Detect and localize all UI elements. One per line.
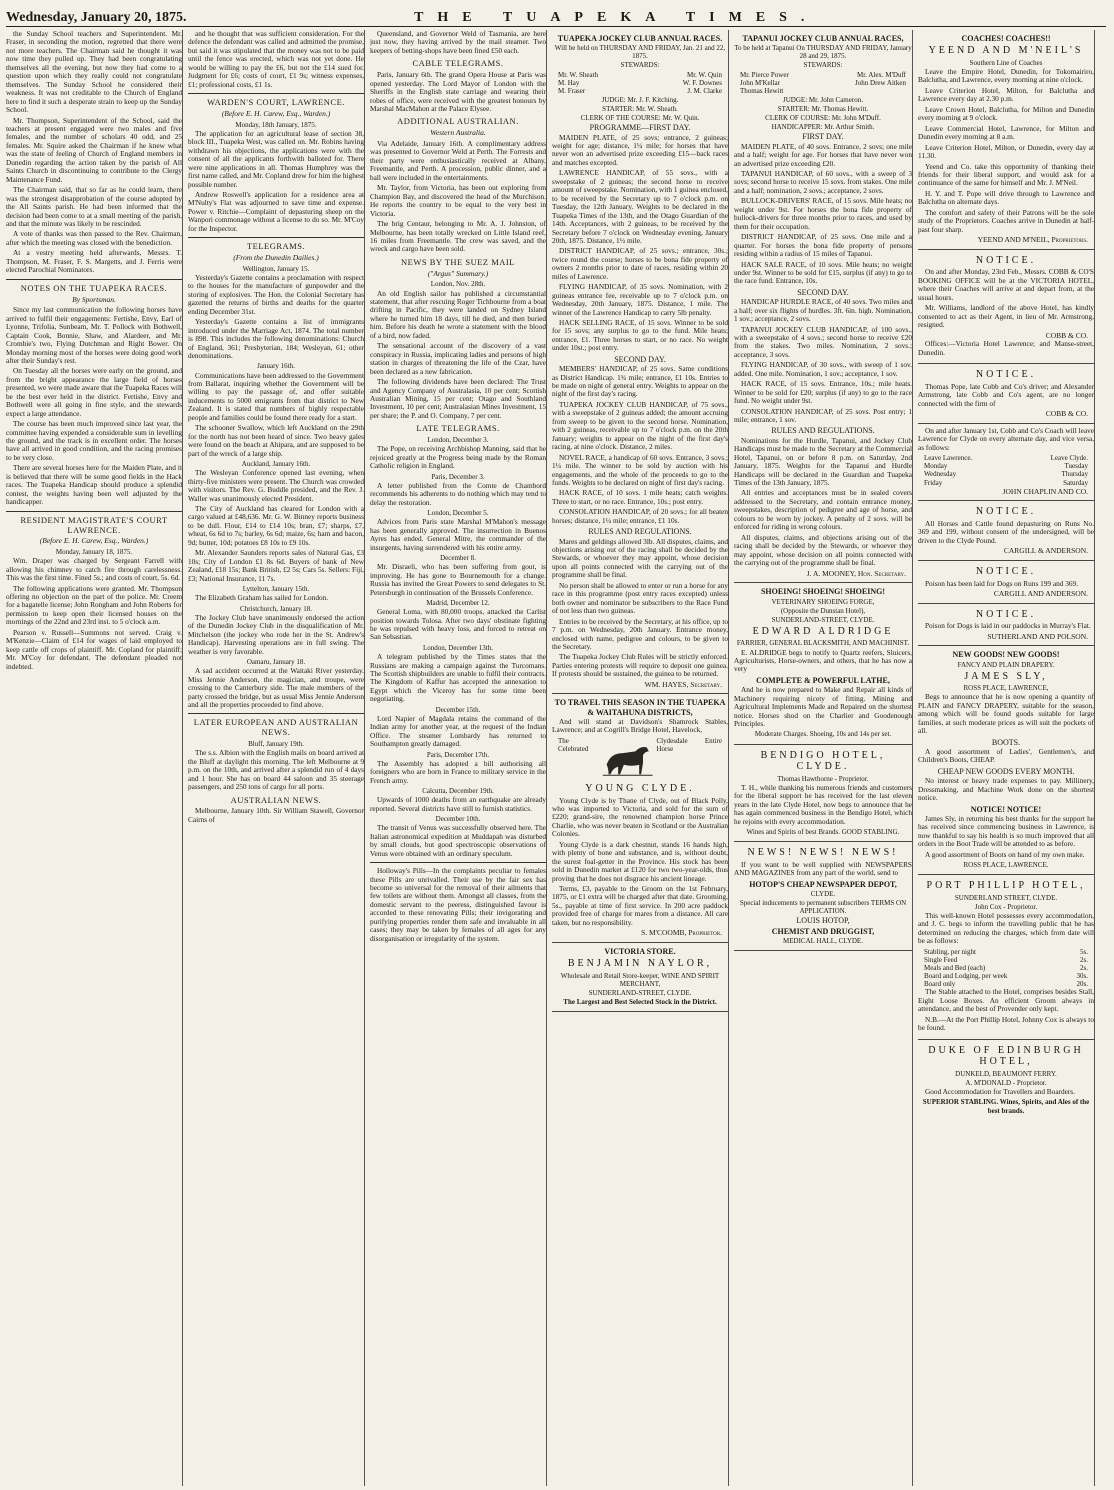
article-text: Melbourne, January 10th. Sir William Stawell, Governor Cairns of (188, 806, 364, 824)
race-entry: CONSOLATION HANDICAP, of 20 sovs.; for all beaten horses; distance, 1¼ mile; entrance, £1 10s. (552, 507, 728, 525)
advert-label: Clydesdale Entire Horse (656, 736, 722, 754)
article-heading: RESIDENT MAGISTRATE'S COURT LAWRENCE. (20, 514, 168, 535)
advert-text: E. ALDRIDGE begs to notify to Quartz reefers, Sluicers, Agriculturists, Horse-owners, and others, that he has now a very (734, 647, 912, 674)
advert-text: Young Clyde is by Thane of Clyde, out of Black Polly, who was imported to Victoria, and sold for the sum of £220; grand-sire, the renowned champion horse Prince Charlie, who was never beaten in Scotland or the Australian Colonies. (552, 795, 728, 839)
advert-heading: VICTORIA STORE. (604, 946, 676, 956)
rate-label: Meals and Bed (each) (924, 964, 986, 973)
article-text: The sensational account of the discovery of a vast conspiracy in Russia, implicating ladies and persons of high station in charges of threatening the life of the Czar, have been declared as a new fabrication. (370, 341, 546, 376)
race-entry: MAIDEN PLATE, of 40 sovs. Entrance, 2 sovs; one mile and a half; weight for age. For horses that have never won an advertised prize exceeding £20. (734, 141, 912, 168)
advert-text: Offices:—Victoria Hotel Lawrence; and Manse-street, Dunedin. (918, 339, 1094, 357)
advert-text: T. H., while thanking his numerous friends and customers for the liberal support he has received for the last eleven years in the late Clyde Hotel, now begs to announce that he has again commenced business in the Bendigo Hotel, which he rejoins with every accommodation. (734, 782, 912, 826)
article-text: A vote of thanks was then passed to the Rev. Chairman, after which the meeting was closed with the benediction. (6, 229, 182, 247)
advert-text: N.B.—At the Port Phillip Hotel, Johnny Cox is always to be found. (918, 1014, 1094, 1033)
clerk: CLERK OF COURSE: Mr. John M'Duff. (765, 114, 881, 123)
advert-text: Thomas Pope, late Cobb and Co's driver; and Alexander Armstrong, late Cobb and Co's agent, are no longer connected with the firm of (918, 381, 1094, 408)
dateline: December 15th. (435, 705, 481, 714)
subheading: (From the Dunedin Dailies.) (233, 253, 319, 263)
article-text: Paris, January 6th. The grand Opera House at Paris was opened yesterday. The Lord Mayor of London with the Sheriffs in the English state carriage and wearing their robes of office, were received with the greatest honours by Marshal MacMahon at the Palace Elysee. (370, 70, 546, 114)
article-heading: AUSTRALIAN NEWS. (230, 794, 322, 805)
advert-text: And he is now prepared to Make and Repair all kinds of Machinery requiring nicety of fitting. Mining and Agricultural Implements Made and Repaired on the shortest notice. Horses shod on the Charlier and Goodenough Principles. (734, 685, 912, 728)
byline: By Sportsman. (72, 294, 116, 304)
article-text: The brig Centaur, belonging to Mr. A. J. Johnston, of Melbourne, has been totally wrecked on Little Island reef, 16 miles from Freemantle. The crew was saved, and the wreck and cargo have been sold. (370, 219, 546, 254)
advert-text: Leave Criterion Hotel, Milton, or Dunedin, every day at 11.30. (918, 142, 1094, 161)
advert-tagline: Moderate Charges. Shoeing, 10s and 14s per set. (754, 730, 892, 739)
advert-notice-pope (918, 364, 1094, 424)
race-entry: FLYING HANDICAP, of 35 sovs. Nomination, with 2 guineas entrance fee, receivable up to 7 o'clock p.m. on Wednesday, 20th January, 1875. Distance, 1 mile. The winner of the Lawrence Handicap to carry 5lb penalty. (552, 282, 728, 317)
race-entry: CONSOLATION HANDICAP, of 25 sovs. Post entry; 1 mile; entrance, 1 sov. (734, 406, 912, 425)
horse-icon (599, 739, 656, 779)
masthead (6, 4, 1106, 27)
steward-name: Thomas Hewitt (740, 86, 784, 95)
article-heading: ADDITIONAL AUSTRALIAN. (397, 116, 519, 127)
advert-bendigo-hotel (734, 745, 912, 843)
article-heading: WARDEN'S COURT, LAWRENCE. (207, 97, 345, 108)
advert-text: James Sly, in returning his best thanks for the support he has received since commencing business in Lawrence, is now thankful to say his health is so much improved that all orders in the Boot Trade will be attended to as before. (918, 813, 1094, 849)
rule-text: All entries and acceptances must be in sealed covers addressed to the Secretary, and contain entrance money, sweepstakes, description of pedigree and age of horse, and colours to be worn by jockey. A penalty of 2 sovs. will be enforced for riding in wrong colours. (734, 488, 912, 532)
advertiser-address: SUNDERLAND-STREET, CLYDE. (588, 989, 692, 998)
advert-heading: BENDIGO HOTEL, CLYDE. (760, 749, 886, 773)
issue-date: Wednesday, January 20, 1875. (6, 10, 187, 25)
steward-name: M. Hay (558, 78, 580, 87)
signature: COBB & CO. (1045, 330, 1088, 340)
advert-text: On and after January 1st, Cobb and Co's Coach will leave Lawrence for Clyde on every alternate day, and vice versa, as follows: (918, 425, 1094, 452)
handicapper: HANDICAPPER: Mr. Arthur Smith. (771, 123, 875, 132)
advert-james-sly (918, 646, 1094, 875)
advert-duke-of-edinburgh (918, 1040, 1094, 1120)
dateline: Monday, 18th January, 1875. (235, 120, 317, 129)
advertiser-name: JAMES SLY, (964, 670, 1048, 682)
article-text: Communications have been addressed to the Government from Ballarat, inquiring whether the Government will be willing to pay the passage of, and offer suitable inducements to 5000 emigrants from that district to New Zealand. It is stated that numbers of highly respectable people and families could be found there ready for a start. (188, 370, 364, 422)
rule-text: Nominations for the Hurdle, Tapanui, and Jockey Club Handicaps must be made to the Secretary at the Commercial Hotel, Tapanui, on or before 8 p.m. on Saturday, 2nd January, 1875. Weights for the Tapanui and Hurdle Handicaps will be declared in the Guardian and Tuapeka Times of the 13th January, 1875. (734, 435, 912, 488)
signature: CARGILL & ANDERSON. (1003, 546, 1088, 556)
article-heading: LATE TELEGRAMS. (416, 423, 500, 434)
dateline: Auckland, January 16th. (241, 460, 311, 469)
advert-tagline: Wines and Spirits of best Brands. GOOD STABLING. (746, 828, 900, 837)
advert-text: Poison has been laid for Dogs on Runs 199 and 369. (925, 578, 1079, 588)
article-text: On Tuesday all the horses were early on the ground, and from the bright appearance the large field of horses presented, we were made aware that the Tuapeka Races will be the best ever held in the district. Fertishe, Envy and Bothwell were all going in fine style, and the stewards expect a large attendance. (6, 366, 182, 418)
starter: STARTER: Mr. W. Sheath. (602, 105, 678, 114)
advert-feature: COMPLETE & POWERFUL LATHE, (756, 675, 890, 685)
signature: CARGILL AND ANDERSON. (993, 588, 1088, 598)
programme-heading: SECOND DAY. (797, 287, 849, 297)
steward-name: Mr. Pierce Power (740, 70, 789, 79)
advert-subheading: (Opposite the Dunstan Hotel), (780, 606, 866, 615)
advert-subheading: Will be held on THURSDAY AND FRIDAY, Jan. 21 and 22, 1875. (554, 44, 726, 61)
rule-text: Mares and geldings allowed 3lb. All disputes, claims, and objections arising out of the racing shall be decided by the Stewards, or whoever they may appoint, whose decision upon all points connected with the carrying out of the programme shall be final. (552, 536, 728, 580)
advert-notice-poison (918, 561, 1094, 604)
advert-label: The Celebrated (558, 736, 589, 754)
advert-heading: PORT PHILLIP HOTEL, (926, 880, 1086, 892)
article-heading: TELEGRAMS. (246, 241, 306, 252)
notice-heading: NOTICE. (975, 369, 1037, 381)
advertiser-address: SUNDERLAND STREET, CLYDE. (954, 893, 1058, 902)
article-text: The following dividends have been declared: The Trust and Agency Company of Australasia, 10 per cent; Scottish Australian Mining, 15 per cent; Otago and Southland Investment, 10 per cent; Australasian Mines Investment, 15 per share; the P. and O. Company, 7 per cent. (370, 377, 546, 420)
race-entry: NOVEL RACE, a handicap of 60 sovs. Entrance, 3 sovs.; 1¼ mile. The winner to be sold by auction with his engagements, and the whole of the proceeds to go to the funds. Weights to be declared on night of first day's racing. (552, 452, 728, 487)
divider (188, 93, 364, 94)
advert-text: Leave Commercial Hotel, Lawrence, for Milton and Dunedin every morning at 8 a.m. (918, 123, 1094, 142)
rate-value: 20s. (1076, 980, 1088, 989)
article-text: Mr. Disraeli, who has been suffering from gout, is improving. He has gone to Bournemouth for a change. Russia has invited the Great Powers to send delegates to St. Petersburgh in continuation of the Brussels Conference. (370, 562, 546, 597)
article-text: A letter published from the Comte de Chambord recommends his adherents to do nothing which may tend to delay the restoration. (370, 480, 546, 507)
race-entry: HANDICAP HURDLE RACE, of 40 sovs. Two miles and a half; over six flights of hurdles. 3ft. 6in. high. Nomination, 1 sov.; acceptance, 2 sovs. (734, 297, 912, 324)
schedule-cell: Thursday (1061, 470, 1088, 479)
article-text: A telegram published by the Times states that the Russians are making a campaign against the Turcomans. The Scottish shipbuilders are unable to fulfil their contracts. The Kingdom of Kaffur has accepted the annexation to Egypt which the Viceroy has for some time been negotiating. (370, 652, 546, 704)
dateline: Paris, December 17th. (426, 750, 490, 759)
advert-text: No interest or heavy trade expenses to pay. Millinery, Dressmaking, and Machine Work done on the shortest notice. (918, 776, 1094, 803)
advert-notice-cobb (918, 250, 1094, 364)
advertiser-name: HOTOP'S CHEAP NEWSPAPER DEPOT, (749, 879, 897, 889)
article-text: The following applications were granted. Mr. Thompson offering no objection on the part of the police. Mr. Creem for a bagatelle license; John Rongham and John Roberts for permission to keep open their licensed houses on the mornings of the 22nd and 23rd inst. to 5 o'clock a.m. (6, 583, 182, 627)
signature: YEEND AND M'NEIL, Proprietors. (977, 235, 1088, 245)
steward-name: M. Fraser (558, 86, 586, 95)
advert-notice-horses (918, 501, 1094, 561)
rate-label: Board only (924, 980, 956, 989)
advertisement-text: Holloway's Pills—In the complaints peculiar to females these Pills are unrivalled. Their use by the fair sex has become so universal for the removal of their ailments that few toilets are without them. Amongst all classes, from the domestic servant to the peeress, distinguished favour is accorded to these renovating Pills; their invigorating and purifying properties render them safe and invaluable in all cases; they may be taken by females of all ages for any disorganisation or irregularity of the system. (370, 866, 546, 943)
advert-newspaper-depot (734, 842, 912, 951)
column-4 (552, 30, 729, 1486)
race-entry: HACK SALE RACE, of 10 sovs. Mile heats; no weight under 9st. Winner to be sold for £15, surplus (if any) to go to the race fund. Entrance, 10s. (734, 259, 912, 286)
advert-tagline: Special inducements to permanent subscribers TERMS ON APPLICATION. (739, 899, 907, 916)
advert-heading: TO TRAVEL THIS SEASON IN THE TUAPEKA & WAITAHUNA DISTRICTS, (554, 698, 726, 717)
dateline: Lyttelton, January 15th. (242, 585, 310, 594)
article-heading: NOTES ON THE TUAPEKA RACES. (20, 282, 168, 293)
signature: WM. HAYES, Secretary. (644, 679, 722, 689)
advert-tapanui-jockey-club (734, 30, 912, 583)
advert-heading: COACHES! COACHES!! (961, 34, 1051, 43)
divider (370, 862, 546, 863)
advert-text: Leave Crown Hotel, Balclutha, for Milton and Dunedin every morning at 9 o'clock. (918, 104, 1094, 123)
divider (6, 279, 182, 280)
advert-tagline: The Largest and Best Selected Stock in the District. (563, 998, 717, 1007)
race-entry: HACK RACE, of 10 sovs. 1 mile heats; catch weights. Three to start, or no race. Entrance, 10s.; post entry. (552, 488, 728, 506)
dateline: Monday, January 18, 1875. (55, 548, 133, 557)
advertiser-address: MEDICAL HALL, CLYDE. (783, 936, 863, 945)
advert-text: And will stand at Davidson's Shamrock Stables, Lawrence; and at Cogrill's Bridge Hotel, Havelock, (552, 717, 728, 735)
advert-victoria-store (552, 943, 728, 1012)
rules-heading: RULES AND REGULATIONS. (588, 527, 692, 537)
article-text: The Pope, on receiving Archbishop Manning, said that he rejoiced greatly at the Progress being made by the Roman Catholic religion in England. (370, 444, 546, 471)
rate-value: 2s. (1080, 964, 1088, 973)
article-text: The Jockey Club have unanimously endorsed the action of the Dunedin Jockey Club in the disqualification of Mr. Mitchelson (the jockey who rode her in the St. Andrew's Handicap). Harvesting operations are in full swing. The weather is very favorable. (188, 612, 364, 656)
advert-text: A good assortment of Boots on hand of my own make. (925, 849, 1085, 859)
race-entry: BULLOCK-DRIVERS' RACE, of 15 sovs. Mile heats; no weight under 9st. For horses the bona fide property of bullock-drivers for three months prior to races, and used by them for their occupation. (734, 196, 912, 231)
starter: STARTER: Mr. Thomas Hewitt. (777, 105, 869, 114)
steward-name: Mr. W. Quin (686, 70, 722, 79)
race-entry: TUAPEKA JOCKEY CLUB HANDICAP, of 75 sovs., with a sweepstake of 2 guineas added; the amount accruing from sweep to be given to the second horse. Nomination, with 2 guineas, receivable up to 7 o'clock p.m. on the 20th January; weights to appear on the night of the first day's racing, at nine o'clock. Distance, 2 miles. (552, 399, 728, 452)
schedule-cell: Leave Lawrence. (924, 454, 973, 463)
advert-text: Good Accommodation for Travellers and Boarders. (925, 1087, 1075, 1097)
advert-text: Leave the Empire Hotel, Dunedin, for Tokomairiro, Balclutha, and Lawrence, every morning at nine o'clock. (918, 66, 1094, 85)
paper-name: THE TUAPEKA TIMES. (414, 10, 819, 25)
advertiser-name: YEEND AND M'NEIL'S (928, 45, 1084, 57)
rule-text: The Tuapeka Jockey Club Rules will be strictly enforced. Parties entering protests will require to deposit one guinea. If protests should be sustained, the guinea to be returned. (552, 652, 728, 679)
programme-heading: SECOND DAY. (614, 354, 666, 364)
advert-text: The comfort and safety of their Patrons will be the sole study of the Proprietors. Coaches arrive in Dunedin at half-past four sharp. (918, 207, 1094, 234)
article-text: The s.s. Albion with the English mails on board arrived at the Bluff at daylight this morning. The left Melbourne at 9 p.m. on the 10th, and arrived after a splendid run of 4 days and 1 hour. She has on board 44 saloon and 35 steerage passengers, and 250 tons of cargo for all ports. (188, 748, 364, 792)
article-text: At a vestry meeting held afterwards, Messrs. T. Thompson, M. Fraser, F. S. Margetts, and J. Ferris were elected Parochial Nominators. (6, 248, 182, 275)
steward-name: W. F. Downes (682, 78, 722, 87)
advertiser-name: LOUIS HOTOP, (796, 916, 850, 926)
column-3 (370, 30, 547, 1486)
advert-subheading: BOOTS. (991, 737, 1021, 747)
advertiser-address: SUNDERLAND-STREET, CLYDE. (771, 615, 875, 624)
article-text: Mr. Alexander Saunders reports sales of Natural Gas, £3 10s; City of London £1 8s 6d. Buyers of bank of New Zealand, £18 15s; Bank British, £2 5s; Cars 5s. Sellers: Fiji, £3; National Insurance, 11 7s. (188, 548, 364, 583)
dateline: Wellington, January 15. (242, 264, 310, 273)
advert-text: Poison for Dogs is laid in our paddocks in Murray's Flat. (925, 621, 1091, 631)
article-heading: NEWS BY THE SUEZ MAIL (401, 256, 515, 267)
judge: JUDGE: Mr. J. F. Kitching. (601, 95, 679, 104)
proprietor: Thomas Hawthorne - Proprietor. (777, 774, 869, 783)
article-text: The Assembly has adopted a bill authorising all foreigners who are born in France to military service in the French army. (370, 758, 546, 785)
schedule-cell: Saturday (1063, 478, 1088, 487)
article-text: Since my last communication the following horses have arrived to fulfil their engagements: Fertishe, Envy, Earl of Lyonne, Trifolia, Sunbeam, Mr. T. Pollock with Bothwell, Captain Cook, Bonnie, Shaw, and Alardeer, and Mr. Crombie's two, Flying Dutchman and Right Bower. On Monday morning most of the horses were doing good work after their Sunday's rest. (6, 305, 182, 365)
advert-heading: TAPANUI JOCKEY CLUB ANNUAL RACES, (742, 34, 904, 43)
advert-text: Begs to announce that he is now opening a quantity of PLAIN and FANCY DRAPERY, suitable for the season, among which will be found goods suitable for large families, at such moderate prices as will suit the pockets of all. (918, 692, 1094, 736)
advert-subheading: To be held at Tapanui On THURSDAY AND FRIDAY, January 28 and 29, 1875. (734, 44, 912, 61)
advert-text: On and after Monday, 23rd Feb., Messrs. COBB & CO'S BOOKING OFFICE will be at the VICTORIA HOTEL, where their Coaches will arrive at and depart from, at the usual hours. (918, 267, 1094, 302)
article-text: A sad accident occurred at the Waitaki River yesterday. Miss Jennie Anderson, the magician, and troupe, were crossing to the Canterbury side. The male members of the party crossed the bridge, but as usual Miss Jennie Anderson and all the properties proceeded to find above. (188, 666, 364, 709)
dateline: London, Nov. 28th. (430, 280, 486, 289)
advertiser-trade: CHEMIST AND DRUGGIST, (771, 926, 875, 936)
notice-heading: NOTICE. (975, 254, 1037, 266)
advert-young-clyde (552, 694, 728, 943)
article-text: Advices from Paris state Marshal M'Mahon's message has been generally approved. The insurrection in Buenos Ayres has ended. General Mitre, the commander of the insurgents, having surrendered with his entire army. (370, 517, 546, 552)
advert-text: If you want to be well supplied with NEWSPAPERS AND MAGAZINES from any part of the world, send to (734, 859, 912, 878)
horse-name: YOUNG CLYDE. (585, 782, 695, 794)
race-entry: HACK RACE, of 15 sovs. Entrance, 10s.; mile heats. Winner to be sold for £20; surplus (if any) to go to the race fund. No weight under 9st. (734, 379, 912, 406)
advert-text: This well-known Hotel possesses every accommodation, and J. C. begs to inform the travelling public that he has determined on reducing the charges, which from date will be as follows: (918, 911, 1094, 946)
race-entry: TAPANUI JOCKEY CLUB HANDICAP, of 100 sovs., with a sweepstake of 4 sovs.; second horse to receive £20 from the stakes. Two miles. Nomination, 2 sovs.; acceptance, 3 sovs. (734, 324, 912, 359)
race-entry: HACK SELLING RACE, of 15 sovs. Winner to be sold for 15 sovs; any surplus to go to the fund. Mile heats; entrance, £1. Three horses to start, or no race. No weight under 10st.; post entry. (552, 318, 728, 353)
advert-tuapeka-jockey-club (552, 30, 728, 694)
steward-name: John M'Kellar (740, 78, 780, 87)
advert-shoeing-forge (734, 583, 912, 744)
advert-text: Mr. Williams, landlord of the above Hotel, has kindly consented to act as their Agent, in lieu of Mr. Armstrong, resigned. (918, 303, 1094, 330)
article-text: The Elizabeth Graham has sailed for London. (195, 593, 329, 603)
advert-port-phillip-hotel (918, 875, 1094, 1039)
advert-heading: SHOEING! SHOEING! SHOEING! (760, 587, 886, 597)
schedule-cell: Wednesday (924, 470, 957, 479)
race-entry: MEMBERS' HANDICAP, of 25 sovs. Same conditions as District Handicap. 1¾ mile; entrance, £1 10s. Entries to be made on night of general entry. Weights to appear on the night of the first day's racing. (552, 364, 728, 399)
article-text: Mr. Thompson, Superintendent of the School, said the teachers at present engaged were two males and five females, and the number of scholars 40 odd, and 25 females. Mr. Squire asked the Chairman if he knew what was the state of feeling of Church of England members in Dunedin regarding the action taken by the parish of All Saints Church in discontinuing to contribute to the Clergy Maintenance Fund. (6, 115, 182, 184)
dateline: London, December 5. (427, 509, 489, 518)
rate-value: 5s. (1080, 947, 1088, 956)
advert-subheading: CHEAP NEW GOODS EVERY MONTH. (937, 766, 1075, 776)
rate-value: 30s. (1076, 972, 1088, 981)
article-text: An old English sailor has published a circumstantial statement, that after rescuing Roger Tichbourne from a boat drifting in Pacific, they were landed on Sydney Island where he turned him 18 days, till he died, and then buried him. Before his death he wrote a statement with the blood of a bird, now faded. (370, 288, 546, 340)
judge: JUDGE: Mr. John Cameron. (783, 95, 863, 104)
article-text: The schooner Swallow, which left Auckland on the 29th for the north has not been heard of since. Two heavy gales were found on the beach at Ahipara, and are supposed to be part of the wreck of a large ship. (188, 423, 364, 458)
advert-heading: DUKE OF EDINBURGH HOTEL, (928, 1044, 1084, 1068)
article-heading: LATER EUROPEAN AND AUSTRALIAN NEWS. (193, 717, 359, 738)
subheading: (Before E. H. Carew, Esq., Warden.) (39, 536, 149, 546)
programme-heading: FIRST DAY. (802, 132, 844, 142)
rule-text: Entries to be received by the Secretary, at his office, up to 7 p.m. on Wednesday, 20th January. Entrance money, enclosed with name, pedigree and colours, to be given to the Secretary. (552, 616, 728, 651)
dateline: January 16th. (257, 362, 295, 371)
dateline: Madrid, December 12. (426, 599, 490, 608)
advertiser-address: DUNKELD, BEAUMONT FERRY. (955, 1069, 1057, 1078)
advert-coach-schedule (918, 424, 1094, 501)
dateline: London, December 3. (427, 436, 489, 445)
proprietor: A. M'DONALD - Proprietor. (965, 1078, 1047, 1087)
column-6 (918, 30, 1095, 1486)
signature: J. A. MOONEY, Hon. Secretary. (806, 568, 906, 578)
article-text: Yesterday's Gazette contains a proclamation with respect to the houses for the manufacture of gunpowder and the storing of explosives. The Hon. the Colonial Secretary has gazetted the returns of births and deaths for the quarter ending December 31st. (188, 272, 364, 316)
advertiser-name: EDWARD ALDRIDGE (752, 625, 894, 637)
schedule-cell: Leave Clyde. (1050, 454, 1088, 463)
article-text: The transit of Venus was successfully observed here. The Italian astronomical expedition at Muddapah was disturbed by small clouds, but good spectroscopic observations of Venus were obtained with an ordinary speculum. (370, 823, 546, 858)
subheading: ("Argus" Summary.) (427, 268, 489, 278)
advertiser-name: BENJAMIN NAYLOR, (567, 958, 713, 970)
dateline: Christchurch, January 18. (240, 604, 312, 613)
rate-label: Board and Lodging, per week (924, 972, 1008, 981)
advertiser-trade: FARRIER, GENERAL BLACKSMITH, AND MACHINIST. (736, 639, 910, 648)
advert-subheading: VETERINARY SHOEING FORGE, (771, 597, 875, 606)
advert-heading: NEW GOODS! NEW GOODS! (952, 650, 1060, 660)
advert-text: Yeend and Co. take this opportunity of thanking their friends for their liberal support, and would ask for a continuance of the same for himself and Mr. J. M'Neil. (918, 161, 1094, 188)
schedule-cell: Tuesday (1064, 462, 1088, 471)
article-text: General Loma, with 80,000 troops, attacked the Carlist position towards Tolosa. After two days' obstinate fighting he was repulsed with heavy loss, and forced to retreat on San Sebastian. (370, 607, 546, 642)
race-entry: DISTRICT HANDICAP, of 25 sovs.; entrance, 30s.; twice round the course; horses to be bona fide property of owners 2 months prior to date of races, residing within 20 miles of Lawrence. (552, 246, 728, 281)
article-text: The City of Auckland has cleared for London with a cargo valued at £48,636. Mr. G. W. Binney reports business to be dull. Flour, £14 to £14 10s; bran, £7; sharps, £7, wheat, 6s 6d to 7s; barley, 6s 6d; maize, 6s; ham and bacon, 9d; butter, 10d; potatoes £8 10s to £9 10s. (188, 504, 364, 547)
advertiser-address: ROSS PLACE, LAWRENCE, (963, 684, 1049, 693)
subheading: (Before E. H. Carew, Esq., Warden.) (221, 109, 331, 119)
subheading: Western Australia. (430, 128, 486, 138)
divider (188, 713, 364, 714)
advert-text: The Stable attached to the Hotel, comprises besides Stall, Eight Loose Boxes. An efficient Groom always in attendance, and the best of Provender only kept. (918, 987, 1094, 1014)
article-text: and he thought that was sufficient consideration. For the defence the defendant was called and admitted the promise, but said it was stipulated that the money was not to be paid until the fence was erected, which was not yet done. He would be willing to pay the £6, but not the £14 sued for. Judgment for £6; costs of court, £1 9s; witness expenses, £1; professional costs, £1 1s. (188, 30, 364, 89)
race-entry: DISTRICT HANDICAP, of 25 sovs. One mile and a quarter. For horses the bona fide property of persons residing within a radius of 15 miles of Tapanui. (734, 232, 912, 259)
article-text: Lord Napier of Magdala retains the command of the Indian army for another year, at the request of the Indian Office. The steamer Lombardy has returned to Southampton greatly damaged. (370, 713, 546, 749)
rate-label: Single Feed (924, 955, 958, 964)
article-text: There are several horses here for the Maiden Plate, and it is believed that there will be some good fields in the Hack races. The Tuapeka Handicap should produce a splendid contest, the weights having been well adjusted by the handicapper. (6, 463, 182, 507)
race-entry: LAWRENCE HANDICAP, of 55 sovs., with a sweepstake of 2 guineas; the second horse to receive amount of sweepstake. Nomination, with 1 guinea enclosed, to be received by the Secretary up to 7 o'clock p.m. on Tuesday, the 12th January. Weights to be declared in the Tuapeka Times of the 13th, and the Otago Guardian of the 14th. Acceptances, with 2 guineas, to be received by the Secretary before 7 o'clock on Wednesday evening, January 20th, 1875. Distance, 1½ mile. (552, 168, 728, 245)
advert-notice-poison-2 (918, 604, 1094, 647)
signature: JOHN CHAPLIN AND CO. (1002, 486, 1088, 496)
advert-text: A good assortment of Ladies', Gentlemen's, and Children's Boots, CHEAP. (918, 747, 1094, 765)
article-text: Queensland, and Governor Weld of Tasmania, are here just now, they having arrived by the mail steamer. Two keepers of betting-shops have been fined £50 each. (370, 30, 546, 55)
advert-subheading: NOTICE! NOTICE! (970, 804, 1042, 814)
advert-subheading: Southern Line of Coaches (969, 58, 1043, 67)
column-5 (734, 30, 913, 1486)
rule-text: All disputes, claims, and objections arising out of the racing shall be decided by the Stewards, or whoever they may appoint, whose decision on all points connected with the carrying out of the programme shall be final. (734, 532, 912, 568)
proprietor: John Cox - Proprietor. (974, 902, 1038, 911)
steward-name: J. M. Clarke (687, 86, 722, 95)
article-text: Mr. Taylor, from Victoria, has been out exploring from Champion Bay, and discovered the head of the Murchison. He reports the country to be equal to the very best in Victoria. (370, 183, 546, 218)
rule-text: No person shall be allowed to enter or run a horse for any race in this programme (post entry races excepted) unless both owner and nominator be subscribers to the Race Fund of not less than two guineas. (552, 580, 728, 616)
stewards-label: STEWARDS: (803, 61, 843, 70)
article-text: the Sunday School teachers and Superintendent. Mr. Fraser, in seconding the motion, regretted that there were not more teachers. The Chairman said he thought it was now time they pulled up. They had been congratulating themselves all the evening, but now they had come to a question upon which they really could not congratulate themselves. The Sunday School he considered their weakness. It was not creditable to the Church of England here to find it such a desperate strain to keep up the Sunday School. (6, 30, 182, 115)
dateline: Bluff, January 19th. (248, 740, 304, 749)
divider (6, 511, 182, 512)
race-entry: TAPANUI HANDICAP, of 60 sovs., with a sweep of 3 sovs; second horse to receive 15 sovs. from stakes. One mile and a half; nomination, 2 sovs.; acceptance, 2 sovs. (734, 168, 912, 195)
article-text: The application for an agricultural lease of section 38, block III., Tuapeka West, was called on. Mr. Robins having withdrawn his objections, the applications were with the consent of all the applicants forthwith balloted for. There were nine applications in all. Thomas Humphrey was the first name called, and Mr. Copland drew for him the highest possible number. (188, 128, 364, 189)
article-text: Via Adelaide, January 16th. A complimentary address was presented to Governor Weld at Perth. The Forrests and their party were enthusiastically received at Albany, Freemantle, and Perth. A procession, public dinner, and a ball were included in the entertainments. (370, 139, 546, 182)
advert-text: H. Y. and T. Pope will drive through to Lawrence and Balclutha on alternate days. (918, 188, 1094, 207)
clerk: CLERK OF THE COURSE: Mr. W. Quin. (580, 114, 700, 123)
advert-coaches (918, 30, 1094, 250)
article-text: Andrew Roswell's application for a residence area at M'Nulty's Flat was adjourned to save time and expense. Power v. Ritchie—Complaint of depasturing sheep on the Wanpori commonage without a license to do so. Mr. M'Coy for the Inspector. (188, 190, 364, 233)
schedule-cell: Monday (924, 462, 948, 471)
advert-text: All Horses and Cattle found depasturing on Runs No. 369 and 199, without consent of the undersigned, will be driven to the Clyde Pound. (918, 518, 1094, 545)
advert-text: Terms, £3, payable to the Groom on the 1st February, 1875, or £1 extra will be charged after that date. Grooming, 5s., payable at time of first service. In 200 acre paddock provided free of charge for mares from a distance. All care taken, but no responsibility. (552, 884, 728, 927)
column-2 (188, 30, 365, 1486)
notice-heading: NOTICE. (975, 608, 1037, 620)
notice-heading: NOTICE. (975, 565, 1037, 577)
article-text: The course has been much improved since last year, the committee having expended a considerable sum in levelling the ground, and the track is in excellent order. The horses have all arrived in good condition, and the racing promises to be very close. (6, 419, 182, 462)
dateline: London, December 13th. (423, 643, 493, 652)
schedule-cell: Friday (924, 478, 943, 487)
article-text: Yesterday's Gazette contains a list of immigrants introduced under the Marriage Act, 1874. The total number is 898. This includes the following denominations: Church of England, 361; Presbyterian, 184; Wesleyan, 61; other denominations. (188, 317, 364, 360)
article-text: Pearson v. Russell—Summons not served. Craig v. M'Kenzie—Claim of £14 for wages of laid employed to keep cattle off crops of plaintiff. Mr. Copland for plaintiff; Mr. M'Coy for defendant. The defendant pleaded not indebted. (6, 627, 182, 671)
article-text: Upwards of 1000 deaths from an earthquake are already reported. Several districts have still to furnish statistics. (370, 795, 546, 813)
advertiser-address: CLYDE. (810, 889, 836, 898)
column-1 (6, 30, 183, 1486)
programme-heading: PROGRAMME—FIRST DAY. (589, 123, 691, 133)
dateline: Paris, December 3. (431, 472, 485, 481)
rate-value: 2s. (1080, 955, 1088, 964)
advert-heading: NEWS! NEWS! NEWS! (747, 847, 899, 859)
steward-name: Mr. Alex. M'Duff (857, 70, 906, 79)
signature: COBB & CO. (1045, 409, 1088, 419)
dateline: Calcutta, December 19th. (422, 787, 494, 796)
advert-text: Young Clyde is a dark chestnut, stands 16 hands high, with plenty of bone and substance, and is, without doubt, the surest foal-getter in the Province. His stock has been sold in Dunedin market at £120 for two two-year-olds, thus proving that he does not disgrace his ancient lineage. (552, 839, 728, 883)
steward-name: John Drew Aitken (855, 78, 906, 87)
advert-heading: TUAPEKA JOCKEY CLUB ANNUAL RACES. (557, 34, 723, 43)
article-text: The Wesleyan Conference opened last evening, when thirty-five ministers were present. The Church was crowded with visitors. The Rev. G. Buddle presided, and the Rev. J. Waller was unanimously elected President. (188, 468, 364, 503)
steward-name: Mr. W. Sheath (558, 70, 599, 79)
signature: S. M'COOMB, Proprietor. (641, 928, 722, 938)
stewards-label: STEWARDS: (620, 61, 660, 70)
notice-heading: NOTICE. (975, 506, 1037, 518)
divider (188, 237, 364, 238)
article-text: The Chairman said, that so far as he could learn, there was the strongest disapprobation of the course adopted by the All Saints parish. He had been informed that the decision had been come to at a small meeting of the parish, and that the minute was likely to be rescinded. (6, 185, 182, 228)
advertiser-trade: Wholesale and Retail Store-keeper, WINE AND SPIRIT MERCHANT, (560, 971, 720, 988)
signature: SUTHERLAND AND POLSON. (987, 631, 1088, 641)
advert-subheading: FANCY AND PLAIN DRAPERY. (957, 660, 1055, 669)
advert-text: Leave Criterion Hotel, Milton, for Balclutha and Lawrence every day at 2.30 p.m. (918, 85, 1094, 104)
advert-tagline: SUPERIOR STABLING. Wines, Spirits, and Ales of the best brands. (922, 1098, 1090, 1115)
dateline: December 10th. (435, 815, 481, 824)
article-text: Wm. Draper was charged by Sergeant Farrell with allowing his chimney to catch fire through carelessness. This was the first time. Fined 5s.; and costs of court, 5s. 6d. (6, 556, 182, 583)
dateline: December 8. (440, 554, 476, 563)
rate-label: Stabling, per night (924, 947, 976, 956)
race-entry: MAIDEN PLATE, of 25 sovs; entrance, 2 guineas; weight for age; distance, 1¼ mile; for horses that have never won an advertised prize exceeding £15—back races and matches excepted. (552, 132, 728, 167)
article-heading: CABLE TELEGRAMS. (412, 58, 504, 69)
race-entry: FLYING HANDICAP, of 30 sovs., with sweep of 1 sov. added. One mile. Nomination, 1 sov.; acceptance, 1 sov. (734, 360, 912, 378)
dateline: Oamaru, January 18. (246, 658, 306, 667)
advertiser-address: ROSS PLACE, LAWRENCE. (963, 861, 1049, 870)
rules-heading: RULES AND REGULATIONS. (771, 426, 875, 436)
